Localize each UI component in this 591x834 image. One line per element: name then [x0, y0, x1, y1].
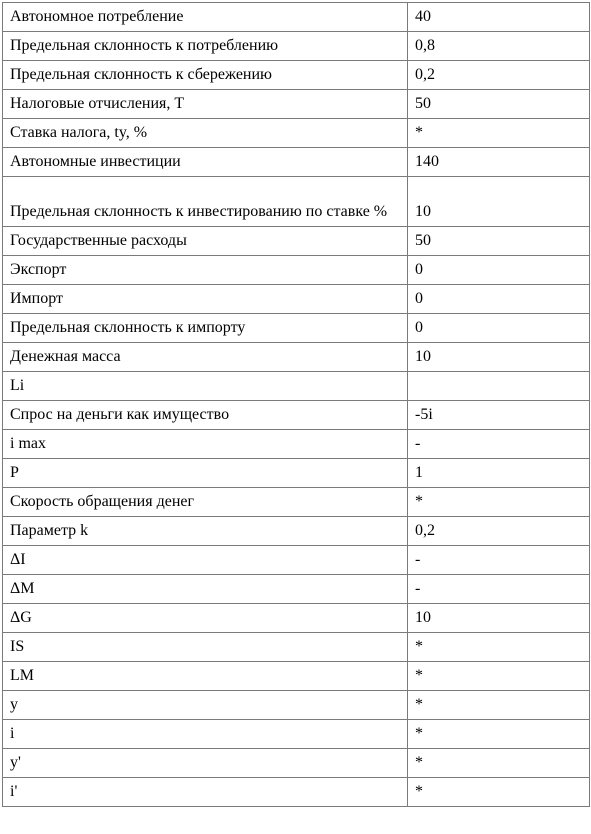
parameter-value-cell: [408, 372, 590, 401]
parameter-name-cell: Автономное потребление: [3, 3, 408, 32]
table-row: [3, 256, 590, 285]
parameter-value-cell: *: [408, 778, 590, 807]
parameter-name-cell: Автономные инвестиции: [3, 148, 408, 177]
parameter-name-cell: Скорость обращения денег: [3, 488, 408, 517]
table-row: [3, 285, 590, 314]
parameter-value-cell: 50: [408, 90, 590, 119]
table-row: [3, 662, 590, 691]
table-row: [3, 32, 590, 61]
table-row: [3, 401, 590, 430]
parameter-name-cell: i': [3, 778, 408, 807]
parameter-value-cell: 50: [408, 227, 590, 256]
parameter-value-cell: -: [408, 546, 590, 575]
table-row: [3, 749, 590, 778]
parameter-name-cell: ΔG: [3, 604, 408, 633]
parameter-name-cell: i max: [3, 430, 408, 459]
parameter-name-cell: IS: [3, 633, 408, 662]
parameter-name-cell: ΔI: [3, 546, 408, 575]
parameter-value-cell: *: [408, 633, 590, 662]
table-row: [3, 61, 590, 90]
parameter-name-cell: LM: [3, 662, 408, 691]
parameter-value-cell: *: [408, 662, 590, 691]
table-row: [3, 633, 590, 662]
parameter-name-cell: y: [3, 691, 408, 720]
table-row: [3, 148, 590, 177]
table-row: [3, 177, 590, 227]
parameter-value-cell: 0: [408, 314, 590, 343]
parameter-name-cell: Экспорт: [3, 256, 408, 285]
parameter-value-cell: *: [408, 749, 590, 778]
table-row: [3, 227, 590, 256]
parameter-value-cell: 0: [408, 285, 590, 314]
table-row: [3, 459, 590, 488]
parameter-name-cell: Предельная склонность к импорту: [3, 314, 408, 343]
parameter-name-cell: Ставка налога, ty, %: [3, 119, 408, 148]
parameter-name-cell: P: [3, 459, 408, 488]
table-row: [3, 314, 590, 343]
parameter-value-cell: *: [408, 720, 590, 749]
parameter-value-cell: 0: [408, 256, 590, 285]
parameter-value-cell: *: [408, 119, 590, 148]
parameter-value-cell: 1: [408, 459, 590, 488]
parameter-value-cell: 10: [408, 343, 590, 372]
parameter-value-cell: *: [408, 488, 590, 517]
parameter-name-cell: Спрос на деньги как имущество: [3, 401, 408, 430]
table-row: [3, 575, 590, 604]
table-row: [3, 604, 590, 633]
parameter-name-cell: Предельная склонность к потреблению: [3, 32, 408, 61]
table-row: [3, 90, 590, 119]
parameter-value-cell: -: [408, 430, 590, 459]
parameter-value-cell: 40: [408, 3, 590, 32]
table-row: [3, 546, 590, 575]
parameter-value-cell: 0,2: [408, 517, 590, 546]
parameter-name-cell: y': [3, 749, 408, 778]
parameter-value-cell: *: [408, 691, 590, 720]
parameter-value-cell: -5i: [408, 401, 590, 430]
table-row: [3, 488, 590, 517]
parameters-table-body: [3, 3, 590, 807]
table-row: [3, 343, 590, 372]
parameter-name-cell: i: [3, 720, 408, 749]
table-row: [3, 3, 590, 32]
parameter-value-cell: 0,8: [408, 32, 590, 61]
parameter-name-cell: ΔM: [3, 575, 408, 604]
parameter-name-cell: Предельная склонность к инвестированию по ставке %: [3, 177, 408, 227]
table-row: [3, 430, 590, 459]
parameter-value-cell: 10: [408, 604, 590, 633]
table-row: [3, 517, 590, 546]
parameter-name-cell: Государственные расходы: [3, 227, 408, 256]
table-row: [3, 720, 590, 749]
parameters-table: [2, 2, 590, 807]
parameter-name-cell: Предельная склонность к сбережению: [3, 61, 408, 90]
table-row: [3, 372, 590, 401]
parameter-name-cell: Импорт: [3, 285, 408, 314]
parameter-name-cell: Налоговые отчисления, T: [3, 90, 408, 119]
parameter-name-cell: Li: [3, 372, 408, 401]
parameter-value-cell: 10: [408, 177, 590, 227]
table-row: [3, 778, 590, 807]
parameter-value-cell: 140: [408, 148, 590, 177]
parameter-value-cell: -: [408, 575, 590, 604]
table-row: [3, 119, 590, 148]
parameter-name-cell: Денежная масса: [3, 343, 408, 372]
parameter-value-cell: 0,2: [408, 61, 590, 90]
table-row: [3, 691, 590, 720]
parameter-name-cell: Параметр k: [3, 517, 408, 546]
